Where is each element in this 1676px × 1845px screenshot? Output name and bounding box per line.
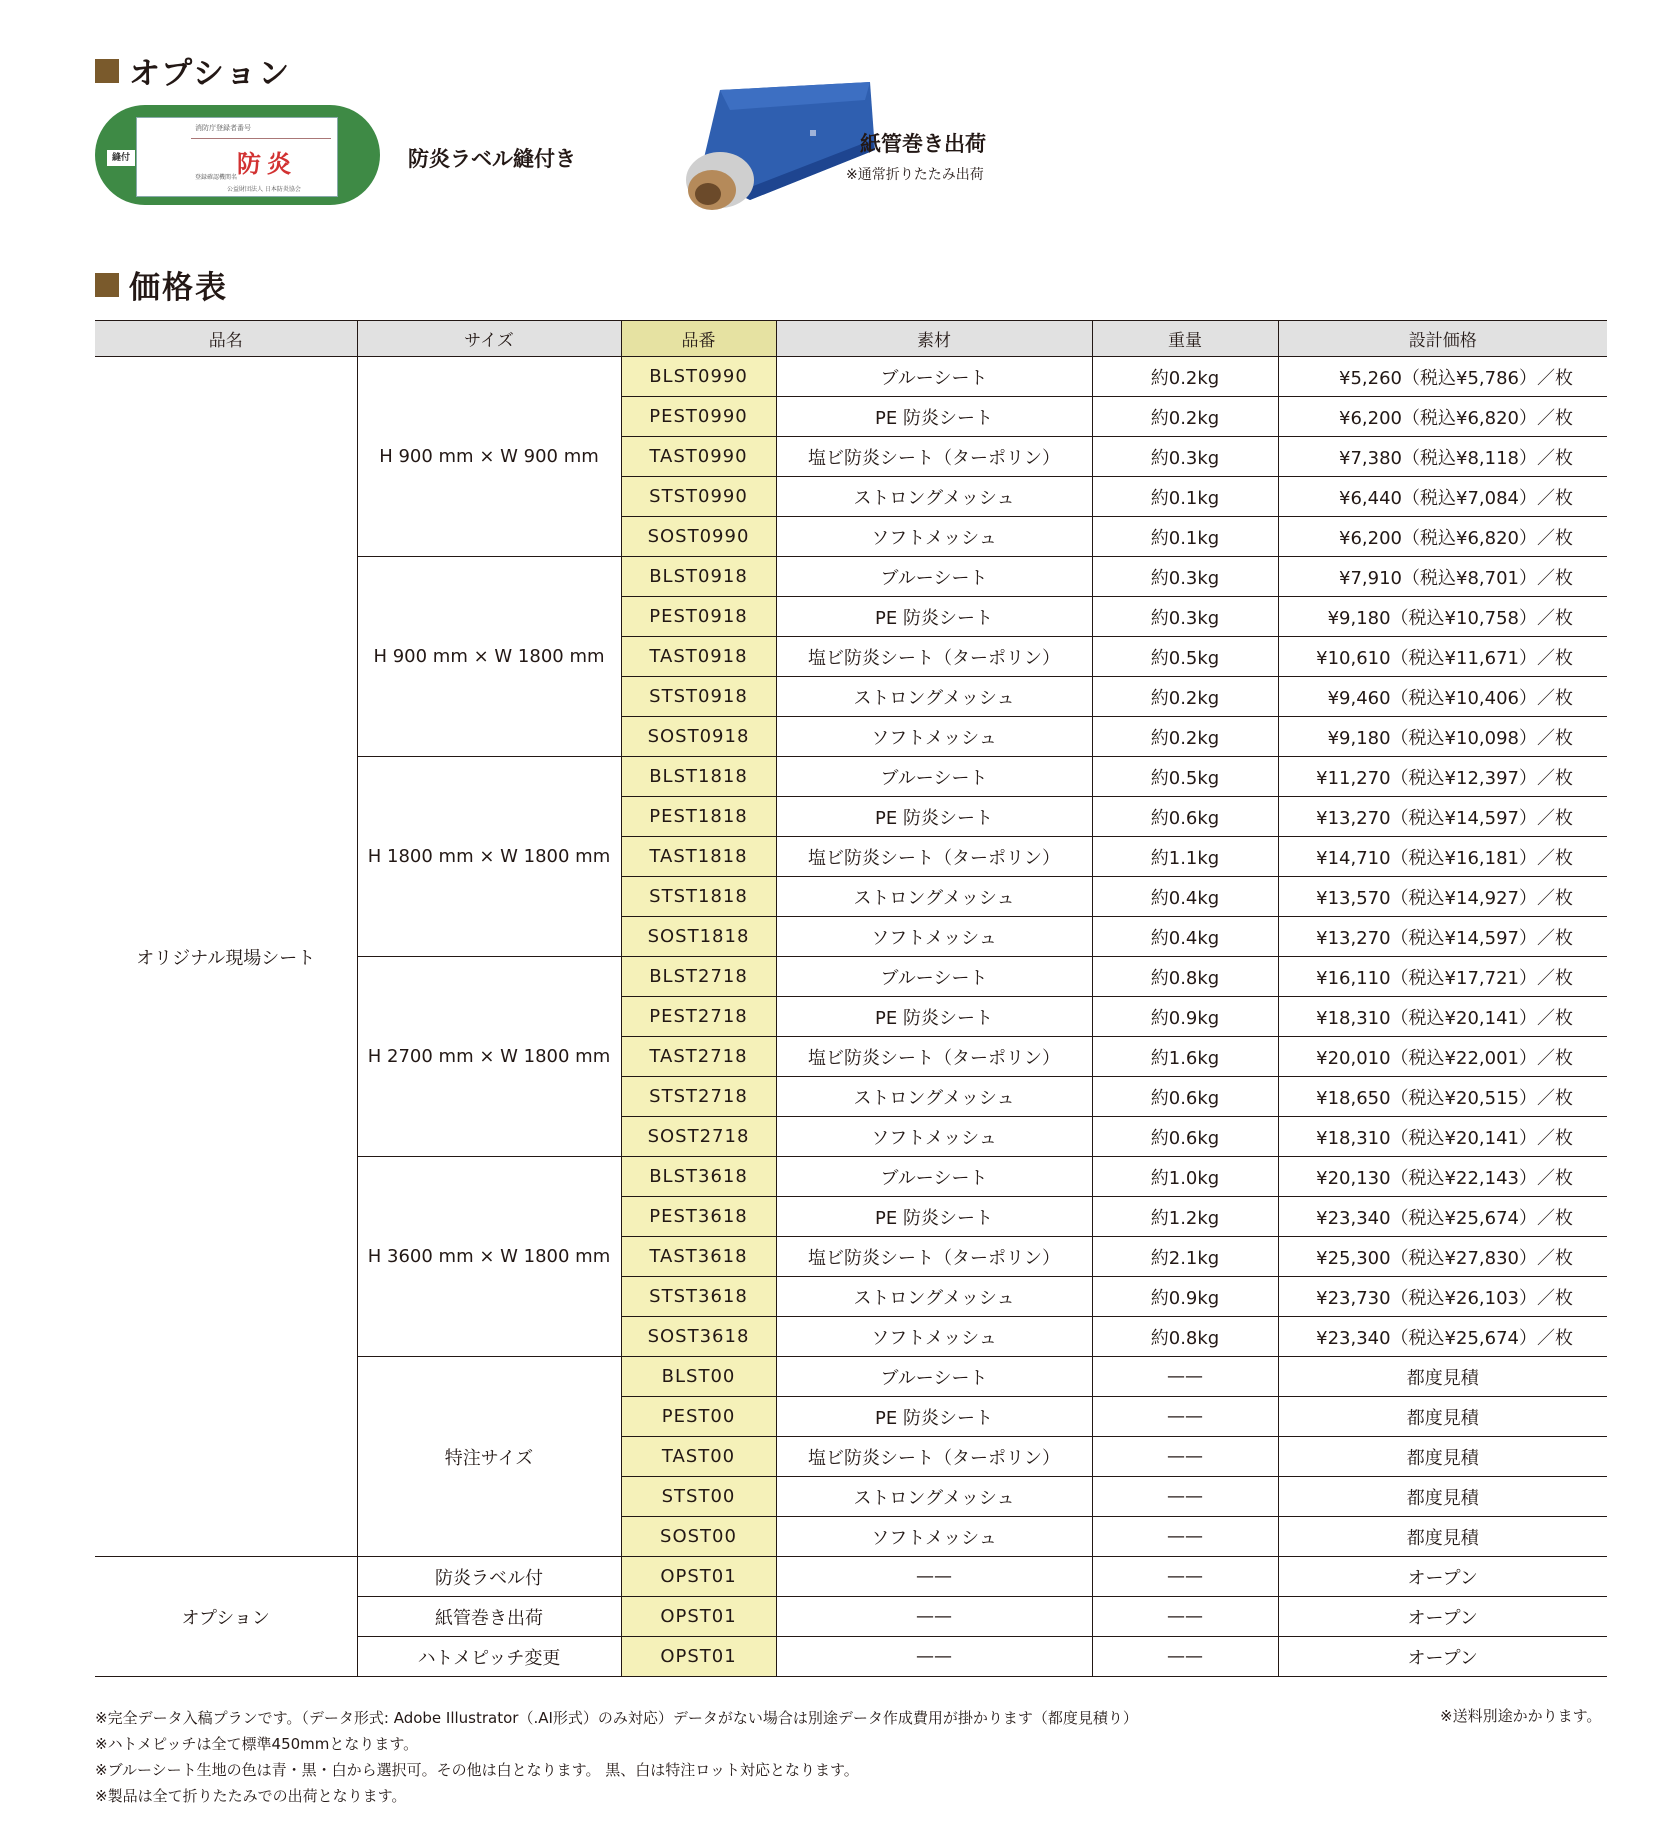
code-cell: PEST2718 xyxy=(621,997,776,1037)
shipping-note: ※送料別途かかります。 xyxy=(1440,1707,1602,1725)
paper-tube-caption: 紙管巻き出荷 xyxy=(860,132,986,156)
size-cell: H 1800 mm × W 1800 mm xyxy=(357,757,621,957)
price-cell: ¥9,460（税込¥10,406）／枚 xyxy=(1278,677,1607,717)
price-cell: ¥9,180（税込¥10,098）／枚 xyxy=(1278,717,1607,757)
code-cell: STST0990 xyxy=(621,477,776,517)
material-cell: PE 防炎シート xyxy=(776,597,1092,637)
code-cell: PEST0990 xyxy=(621,397,776,437)
note-line: ※製品は全て折りたたみでの出荷となります。 xyxy=(95,1787,407,1805)
code-cell: STST1818 xyxy=(621,877,776,917)
price-cell: ¥6,200（税込¥6,820）／枚 xyxy=(1278,397,1607,437)
weight-cell: 約0.8kg xyxy=(1092,1317,1278,1357)
fire-label-tag xyxy=(111,117,338,197)
price-cell: オープン xyxy=(1278,1637,1607,1677)
weight-cell: —— xyxy=(1092,1557,1278,1597)
weight-cell: 約1.6kg xyxy=(1092,1037,1278,1077)
heading-square-icon xyxy=(95,273,119,297)
size-cell: H 900 mm × W 1800 mm xyxy=(357,557,621,757)
table-header-row xyxy=(95,321,1607,357)
price-cell: ¥20,130（税込¥22,143）／枚 xyxy=(1278,1157,1607,1197)
material-cell: ストロングメッシュ xyxy=(776,677,1092,717)
material-cell: ソフトメッシュ xyxy=(776,1317,1092,1357)
price-cell: ¥20,010（税込¥22,001）／枚 xyxy=(1278,1037,1607,1077)
code-cell: TAST0918 xyxy=(621,637,776,677)
weight-cell: 約0.4kg xyxy=(1092,877,1278,917)
weight-cell: 約0.4kg xyxy=(1092,917,1278,957)
price-section-title: 価格表 xyxy=(129,270,228,306)
weight-cell: —— xyxy=(1092,1437,1278,1477)
table-row xyxy=(95,357,1607,397)
material-cell: ストロングメッシュ xyxy=(776,877,1092,917)
weight-cell: 約0.2kg xyxy=(1092,677,1278,717)
material-cell: ブルーシート xyxy=(776,957,1092,997)
tag-divider xyxy=(191,138,331,139)
code-cell: BLST1818 xyxy=(621,757,776,797)
material-cell: —— xyxy=(776,1597,1092,1637)
code-cell: PEST00 xyxy=(621,1397,776,1437)
code-cell: BLST0918 xyxy=(621,557,776,597)
header-price: 設計価格 xyxy=(1278,321,1607,357)
code-cell: BLST0990 xyxy=(621,357,776,397)
price-cell: ¥25,300（税込¥27,830）／枚 xyxy=(1278,1237,1607,1277)
material-cell: ブルーシート xyxy=(776,1157,1092,1197)
note-line: ※完全データ入稿プランです。（データ形式: Adobe Illustrator（.AI形式）のみ対応）データがない場合は別途データ作成費用が掛かります（都度見積り） xyxy=(95,1709,1138,1727)
price-cell: ¥5,260（税込¥5,786）／枚 xyxy=(1278,357,1607,397)
price-cell: ¥9,180（税込¥10,758）／枚 xyxy=(1278,597,1607,637)
code-cell: SOST2718 xyxy=(621,1117,776,1157)
price-cell: ¥7,910（税込¥8,701）／枚 xyxy=(1278,557,1607,597)
price-cell: ¥18,310（税込¥20,141）／枚 xyxy=(1278,1117,1607,1157)
price-cell: ¥23,730（税込¥26,103）／枚 xyxy=(1278,1277,1607,1317)
material-cell: ストロングメッシュ xyxy=(776,1077,1092,1117)
weight-cell: 約1.2kg xyxy=(1092,1197,1278,1237)
material-cell: 塩ビ防炎シート（ターポリン） xyxy=(776,1237,1092,1277)
option-size-cell: 防炎ラベル付 xyxy=(357,1557,621,1597)
code-cell: SOST00 xyxy=(621,1517,776,1557)
price-cell: ¥11,270（税込¥12,397）／枚 xyxy=(1278,757,1607,797)
price-cell: ¥16,110（税込¥17,721）／枚 xyxy=(1278,957,1607,997)
weight-cell: 約0.5kg xyxy=(1092,637,1278,677)
option-section-title: オプション xyxy=(129,56,292,92)
tag-side-text: 縫付 xyxy=(107,150,135,166)
fire-label-image xyxy=(95,105,380,205)
weight-cell: 約1.0kg xyxy=(1092,1157,1278,1197)
code-cell: TAST1818 xyxy=(621,837,776,877)
weight-cell: 約0.2kg xyxy=(1092,357,1278,397)
price-cell: ¥14,710（税込¥16,181）／枚 xyxy=(1278,837,1607,877)
material-cell: ブルーシート xyxy=(776,757,1092,797)
price-cell: ¥18,650（税込¥20,515）／枚 xyxy=(1278,1077,1607,1117)
code-cell: TAST2718 xyxy=(621,1037,776,1077)
option-size-cell: 紙管巻き出荷 xyxy=(357,1597,621,1637)
material-cell: ストロングメッシュ xyxy=(776,1277,1092,1317)
price-cell: ¥13,270（税込¥14,597）／枚 xyxy=(1278,797,1607,837)
weight-cell: —— xyxy=(1092,1357,1278,1397)
material-cell: 塩ビ防炎シート（ターポリン） xyxy=(776,837,1092,877)
header-size: サイズ xyxy=(357,321,621,357)
price-cell: ¥6,200（税込¥6,820）／枚 xyxy=(1278,517,1607,557)
material-cell: ソフトメッシュ xyxy=(776,1517,1092,1557)
price-section-heading xyxy=(95,262,228,307)
weight-cell: —— xyxy=(1092,1517,1278,1557)
material-cell: —— xyxy=(776,1637,1092,1677)
material-cell: —— xyxy=(776,1557,1092,1597)
table-row xyxy=(95,1557,1607,1597)
header-weight: 重量 xyxy=(1092,321,1278,357)
header-code: 品番 xyxy=(621,321,776,357)
material-cell: ブルーシート xyxy=(776,357,1092,397)
tag-top-text: 消防庁登録者番号 xyxy=(195,124,251,132)
material-cell: ソフトメッシュ xyxy=(776,717,1092,757)
size-cell: H 900 mm × W 900 mm xyxy=(357,357,621,557)
code-cell: OPST01 xyxy=(621,1557,776,1597)
weight-cell: —— xyxy=(1092,1477,1278,1517)
weight-cell: —— xyxy=(1092,1397,1278,1437)
price-cell: ¥7,380（税込¥8,118）／枚 xyxy=(1278,437,1607,477)
price-cell: 都度見積 xyxy=(1278,1477,1607,1517)
code-cell: STST2718 xyxy=(621,1077,776,1117)
price-cell: ¥13,270（税込¥14,597）／枚 xyxy=(1278,917,1607,957)
paper-tube-note: ※通常折りたたみ出荷 xyxy=(846,167,984,183)
notes xyxy=(95,1705,1138,1809)
weight-cell: 約0.9kg xyxy=(1092,997,1278,1037)
material-cell: PE 防炎シート xyxy=(776,1397,1092,1437)
code-cell: TAST3618 xyxy=(621,1237,776,1277)
code-cell: OPST01 xyxy=(621,1597,776,1637)
code-cell: PEST0918 xyxy=(621,597,776,637)
code-cell: BLST2718 xyxy=(621,957,776,997)
code-cell: BLST00 xyxy=(621,1357,776,1397)
weight-cell: 約2.1kg xyxy=(1092,1237,1278,1277)
paper-tube-roll-image xyxy=(660,80,890,230)
option-section-heading xyxy=(95,48,291,93)
material-cell: 塩ビ防炎シート（ターポリン） xyxy=(776,1037,1092,1077)
note-line: ※ハトメピッチは全て標準450mmとなります。 xyxy=(95,1735,419,1753)
header-material: 素材 xyxy=(776,321,1092,357)
price-cell: ¥23,340（税込¥25,674）／枚 xyxy=(1278,1317,1607,1357)
weight-cell: 約0.8kg xyxy=(1092,957,1278,997)
material-cell: PE 防炎シート xyxy=(776,997,1092,1037)
material-cell: ストロングメッシュ xyxy=(776,1477,1092,1517)
material-cell: ストロングメッシュ xyxy=(776,477,1092,517)
weight-cell: 約0.6kg xyxy=(1092,1077,1278,1117)
price-cell: 都度見積 xyxy=(1278,1437,1607,1477)
material-cell: ソフトメッシュ xyxy=(776,917,1092,957)
weight-cell: 約0.3kg xyxy=(1092,597,1278,637)
price-cell: ¥10,610（税込¥11,671）／枚 xyxy=(1278,637,1607,677)
material-cell: ソフトメッシュ xyxy=(776,517,1092,557)
fire-label-caption: 防炎ラベル縫付き xyxy=(408,147,576,171)
weight-cell: —— xyxy=(1092,1597,1278,1637)
price-table xyxy=(95,320,1607,1677)
weight-cell: —— xyxy=(1092,1637,1278,1677)
code-cell: SOST0918 xyxy=(621,717,776,757)
tag-main-text: 防炎 xyxy=(237,150,297,178)
tag-bottom-text-1: 登録確認機関名 xyxy=(195,174,238,181)
weight-cell: 約0.3kg xyxy=(1092,437,1278,477)
weight-cell: 約1.1kg xyxy=(1092,837,1278,877)
code-cell: SOST1818 xyxy=(621,917,776,957)
material-cell: PE 防炎シート xyxy=(776,797,1092,837)
price-cell: ¥6,440（税込¥7,084）／枚 xyxy=(1278,477,1607,517)
weight-cell: 約0.5kg xyxy=(1092,757,1278,797)
tag-bottom-text-2: 公益財団法人 日本防炎協会 xyxy=(227,186,301,193)
code-cell: TAST00 xyxy=(621,1437,776,1477)
weight-cell: 約0.6kg xyxy=(1092,1117,1278,1157)
material-cell: PE 防炎シート xyxy=(776,1197,1092,1237)
code-cell: SOST3618 xyxy=(621,1317,776,1357)
option-size-cell: ハトメピッチ変更 xyxy=(357,1637,621,1677)
code-cell: STST00 xyxy=(621,1477,776,1517)
material-cell: 塩ビ防炎シート（ターポリン） xyxy=(776,437,1092,477)
price-cell: ¥23,340（税込¥25,674）／枚 xyxy=(1278,1197,1607,1237)
code-cell: SOST0990 xyxy=(621,517,776,557)
code-cell: STST0918 xyxy=(621,677,776,717)
price-cell: オープン xyxy=(1278,1557,1607,1597)
size-cell: H 3600 mm × W 1800 mm xyxy=(357,1157,621,1357)
weight-cell: 約0.1kg xyxy=(1092,517,1278,557)
weight-cell: 約0.9kg xyxy=(1092,1277,1278,1317)
material-cell: PE 防炎シート xyxy=(776,397,1092,437)
code-cell: STST3618 xyxy=(621,1277,776,1317)
material-cell: ブルーシート xyxy=(776,1357,1092,1397)
material-cell: 塩ビ防炎シート（ターポリン） xyxy=(776,1437,1092,1477)
heading-square-icon xyxy=(95,59,119,83)
code-cell: PEST1818 xyxy=(621,797,776,837)
material-cell: ソフトメッシュ xyxy=(776,1117,1092,1157)
material-cell: 塩ビ防炎シート（ターポリン） xyxy=(776,637,1092,677)
code-cell: TAST0990 xyxy=(621,437,776,477)
weight-cell: 約0.6kg xyxy=(1092,797,1278,837)
price-cell: ¥13,570（税込¥14,927）／枚 xyxy=(1278,877,1607,917)
header-product-name: 品名 xyxy=(95,321,357,357)
weight-cell: 約0.3kg xyxy=(1092,557,1278,597)
code-cell: OPST01 xyxy=(621,1637,776,1677)
price-cell: 都度見積 xyxy=(1278,1517,1607,1557)
price-cell: オープン xyxy=(1278,1597,1607,1637)
product-name-cell: オリジナル現場シート xyxy=(95,357,357,1557)
weight-cell: 約0.2kg xyxy=(1092,397,1278,437)
size-cell: H 2700 mm × W 1800 mm xyxy=(357,957,621,1157)
size-cell: 特注サイズ xyxy=(357,1357,621,1557)
weight-cell: 約0.1kg xyxy=(1092,477,1278,517)
code-cell: PEST3618 xyxy=(621,1197,776,1237)
note-line: ※ブルーシート生地の色は青・黒・白から選択可。その他は白となります。 黒、白は特注ロット対応となります。 xyxy=(95,1761,859,1779)
price-cell: 都度見積 xyxy=(1278,1397,1607,1437)
price-cell: ¥18,310（税込¥20,141）／枚 xyxy=(1278,997,1607,1037)
weight-cell: 約0.2kg xyxy=(1092,717,1278,757)
price-cell: 都度見積 xyxy=(1278,1357,1607,1397)
material-cell: ブルーシート xyxy=(776,557,1092,597)
option-name-cell: オプション xyxy=(95,1557,357,1677)
code-cell: BLST3618 xyxy=(621,1157,776,1197)
